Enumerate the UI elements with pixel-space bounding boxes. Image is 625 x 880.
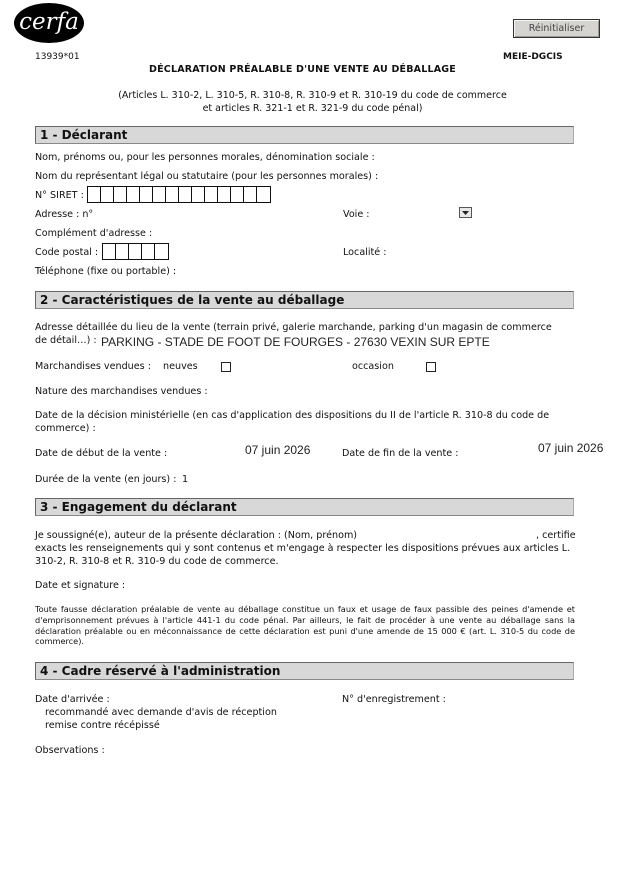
logo-text: cerfa bbox=[19, 9, 79, 35]
city-label: Localité : bbox=[343, 247, 387, 258]
commitment-line3: 310-2, R. 310-8 et R. 310-9 du code de commerce. bbox=[35, 556, 279, 567]
street-field[interactable] bbox=[375, 207, 457, 221]
legal-references-line2: et articles R. 321-1 et R. 321-9 du code pénal) bbox=[202, 103, 423, 114]
ministerial-decision-label-line2: commerce) : bbox=[35, 423, 96, 434]
address-number-field[interactable] bbox=[95, 207, 155, 221]
representative-label: Nom du représentant légal ou statutaire (pour les personnes morales) : bbox=[35, 171, 379, 182]
legal-warning: Toute fausse déclaration préalable de vente au déballage constitue un faux et usage de faux passible des peines d'amende et d'emprisonnement prévues à l'article 441-1 du code pénal. Par ailleurs, le fait de procéder à une vente au déballage sans la déclaration préalable ou en méconnaissance de cette déclaration est puni d'une amende de 15 000 € (art. L. 310-5 du code de commerce). bbox=[35, 604, 575, 647]
name-label: Nom, prénoms ou, pour les personnes morales, dénomination sociale : bbox=[35, 152, 375, 163]
postal-code-label: Code postal : bbox=[35, 247, 99, 258]
representative-field[interactable] bbox=[385, 169, 575, 183]
start-date-label: Date de début de la vente : bbox=[35, 448, 168, 459]
reset-button[interactable]: Réinitialiser bbox=[513, 19, 600, 38]
chevron-down-icon bbox=[462, 211, 469, 215]
commitment-prefix: Je soussigné(e), auteur de la présente déclaration : (Nom, prénom) bbox=[35, 530, 358, 541]
postal-code-input[interactable] bbox=[102, 243, 169, 260]
street-type-dropdown[interactable] bbox=[459, 207, 472, 218]
goods-label: Marchandises vendues : bbox=[35, 361, 151, 372]
location-label-line2: de détail…) : bbox=[35, 335, 97, 346]
section-header-declarant: 1 - Déclarant bbox=[35, 126, 574, 144]
goods-used-checkbox[interactable] bbox=[426, 362, 436, 372]
registration-number-label: N° d'enregistrement : bbox=[342, 694, 446, 705]
receipt-label: remise contre récépissé bbox=[45, 720, 160, 731]
signature-field[interactable] bbox=[130, 578, 330, 592]
end-date-label: Date de fin de la vente : bbox=[342, 448, 459, 459]
ministerial-decision-field[interactable] bbox=[100, 421, 300, 435]
commitment-suffix: , certifie bbox=[536, 530, 576, 541]
address-number-label: Adresse : n° bbox=[35, 209, 94, 220]
section-header-administration: 4 - Cadre réservé à l'administration bbox=[35, 662, 574, 680]
goods-nature-field[interactable] bbox=[215, 384, 570, 398]
goods-new-label: neuves bbox=[163, 361, 198, 372]
observations-label: Observations : bbox=[35, 745, 105, 756]
ministerial-decision-label-line1: Date de la décision ministérielle (en cas d'application des dispositions du II de l'article R. 310-8 du code de bbox=[35, 410, 550, 421]
city-field[interactable] bbox=[392, 245, 572, 259]
cerfa-logo bbox=[14, 3, 84, 43]
goods-nature-label: Nature des marchandises vendues : bbox=[35, 386, 208, 397]
phone-field[interactable] bbox=[185, 264, 335, 278]
arrival-date-label: Date d'arrivée : bbox=[35, 694, 110, 705]
commitment-line2: exacts les renseignements qui y sont contenus et m'engage à respecter les dispositions prévues aux articles L. bbox=[35, 543, 571, 554]
legal-references-line1: (Articles L. 310-2, L. 310-5, R. 310-8, R. 310-9 et R. 310-19 du code de commerce bbox=[118, 90, 507, 101]
ministry-code: MEIE-DGCIS bbox=[503, 52, 563, 62]
duration-value[interactable]: 1 bbox=[182, 474, 189, 485]
goods-new-checkbox[interactable] bbox=[221, 362, 231, 372]
registered-mail-label: recommandé avec demande d'avis de réception bbox=[45, 707, 277, 718]
legal-references bbox=[0, 89, 625, 115]
phone-label: Téléphone (fixe ou portable) : bbox=[35, 266, 177, 277]
address-complement-field[interactable] bbox=[160, 226, 560, 240]
section-header-sale-characteristics: 2 - Caractéristiques de la vente au déballage bbox=[35, 291, 574, 309]
street-label: Voie : bbox=[343, 209, 370, 220]
location-field[interactable]: PARKING - STADE DE FOOT DE FOURGES - 27630 VEXIN SUR EPTE bbox=[101, 335, 490, 349]
signatory-name-field[interactable] bbox=[372, 528, 527, 542]
end-date-field[interactable]: 07 juin 2026 bbox=[538, 441, 604, 455]
duration-label: Durée de la vente (en jours) : bbox=[35, 474, 177, 485]
address-complement-label: Complément d'adresse : bbox=[35, 228, 153, 239]
goods-used-label: occasion bbox=[352, 361, 394, 372]
start-date-field[interactable]: 07 juin 2026 bbox=[245, 443, 311, 457]
signature-label: Date et signature : bbox=[35, 580, 126, 591]
name-field[interactable] bbox=[385, 150, 575, 164]
siret-input[interactable] bbox=[87, 186, 271, 203]
section-header-commitment: 3 - Engagement du déclarant bbox=[35, 498, 574, 516]
page-title: DÉCLARATION PRÉALABLE D'UNE VENTE AU DÉBALLAGE bbox=[149, 64, 456, 75]
location-label-line1: Adresse détaillée du lieu de la vente (terrain privé, galerie marchande, parking d'un magasin de commerce bbox=[35, 322, 552, 333]
siret-label: N° SIRET : bbox=[35, 190, 84, 201]
form-number: 13939*01 bbox=[35, 52, 80, 62]
